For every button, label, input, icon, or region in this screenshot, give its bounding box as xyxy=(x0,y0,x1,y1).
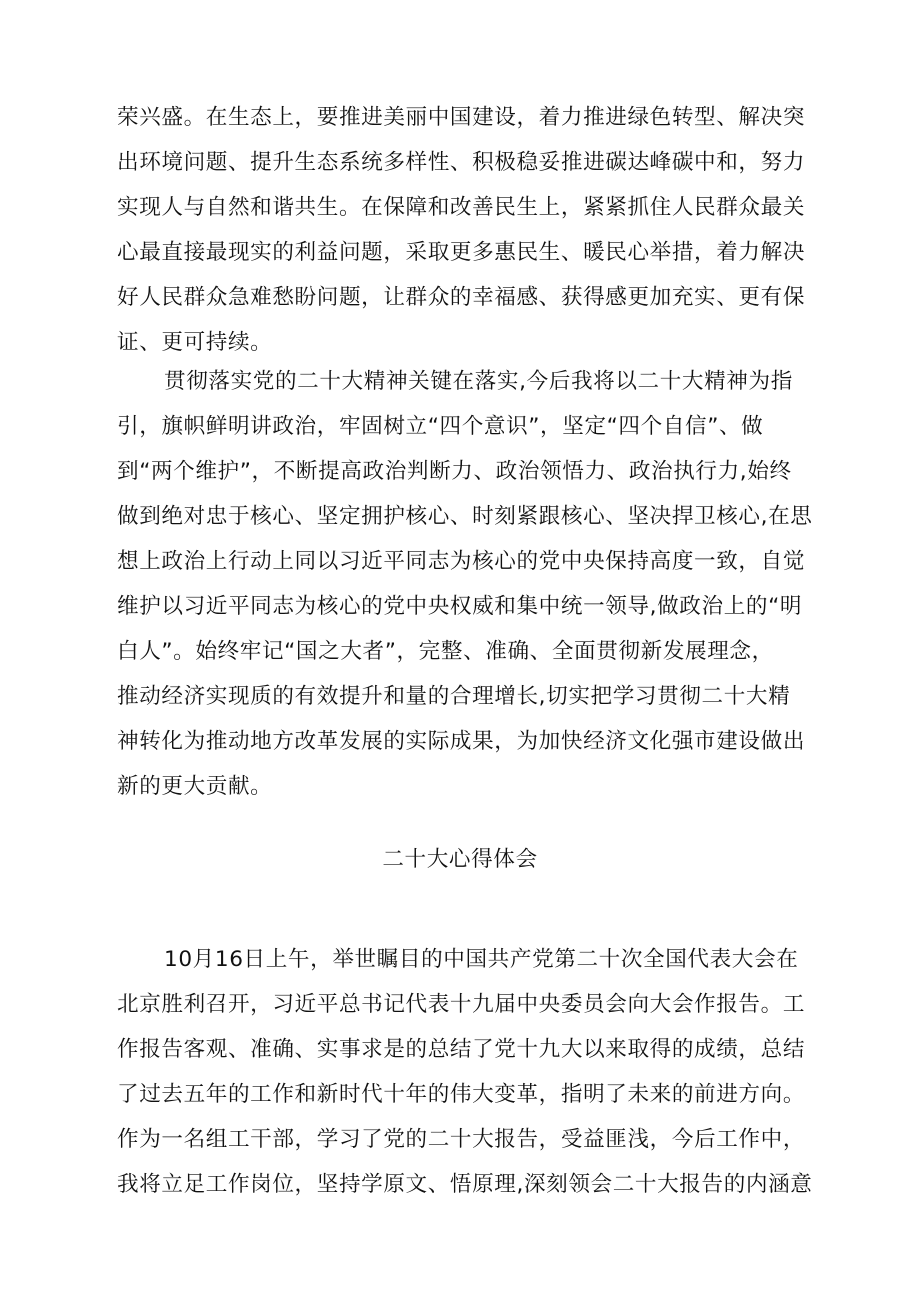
section-title: 二十大心得体会 xyxy=(382,847,538,872)
text-line: 好人民群众急难愁盼问题，让群众的幸福感、获得感更加充实、更有保 xyxy=(117,285,806,310)
text-line: 维护以习近平同志为核心的党中央权威和集中统一领导,做政治上的“明 xyxy=(117,594,803,619)
text-line: 10月16日上午，举世瞩目的中国共产党第二十次全国代表大会在 xyxy=(164,947,799,972)
text-line: 作报告客观、准确、实事求是的总结了党十九大以来取得的成绩，总结 xyxy=(117,1037,806,1062)
text-line: 了过去五年的工作和新时代十年的伟大变革，指明了未来的前进方向。 xyxy=(117,1082,806,1107)
text-line: 贯彻落实党的二十大精神关键在落实,今后我将以二十大精神为指 xyxy=(164,369,793,394)
text-line: 出环境问题、提升生态系统多样性、积极稳妥推进碳达峰碳中和，努力 xyxy=(117,150,806,175)
text-line: 证、更可持续。 xyxy=(117,330,273,355)
text-line: 新的更大贡献。 xyxy=(117,774,273,799)
text-line: 荣兴盛。在生态上，要推进美丽中国建设，着力推进绿色转型、解决突 xyxy=(117,105,806,130)
text-line: 白人”。始终牢记“国之大者”，完整、准确、全面贯彻新发展理念， xyxy=(117,639,774,664)
text-line: 实现人与自然和谐共生。在保障和改善民生上，紧紧抓住人民群众最关 xyxy=(117,195,806,220)
text-line: 做到绝对忠于核心、坚定拥护核心、时刻紧跟核心、坚决捍卫核心,在思 xyxy=(117,504,813,529)
text-line: 我将立足工作岗位，坚持学原文、悟原理,深刻领会二十大报告的内涵意 xyxy=(117,1172,813,1197)
text-line: 北京胜利召开，习近平总书记代表十九届中央委员会向大会作报告。工 xyxy=(117,992,806,1017)
text-line: 引，旗帜鲜明讲政治，牢固树立“四个意识”，坚定“四个自信”、做 xyxy=(117,414,764,439)
text-line: 想上政治上行动上同以习近平同志为核心的党中央保持高度一致，自觉 xyxy=(117,549,806,574)
text-line: 心最直接最现实的利益问题，采取更多惠民生、暖民心举措，着力解决 xyxy=(117,240,806,265)
text-line: 推动经济实现质的有效提升和量的合理增长,切实把学习贯彻二十大精 xyxy=(117,684,791,709)
text-line: 作为一名组工干部，学习了党的二十大报告，受益匪浅，今后工作中， xyxy=(117,1127,806,1152)
text-line: 神转化为推动地方改革发展的实际成果，为加快经济文化强市建设做出 xyxy=(117,729,806,754)
text-line: 到“两个维护”，不断提高政治判断力、政治领悟力、政治执行力,始终 xyxy=(117,459,792,484)
